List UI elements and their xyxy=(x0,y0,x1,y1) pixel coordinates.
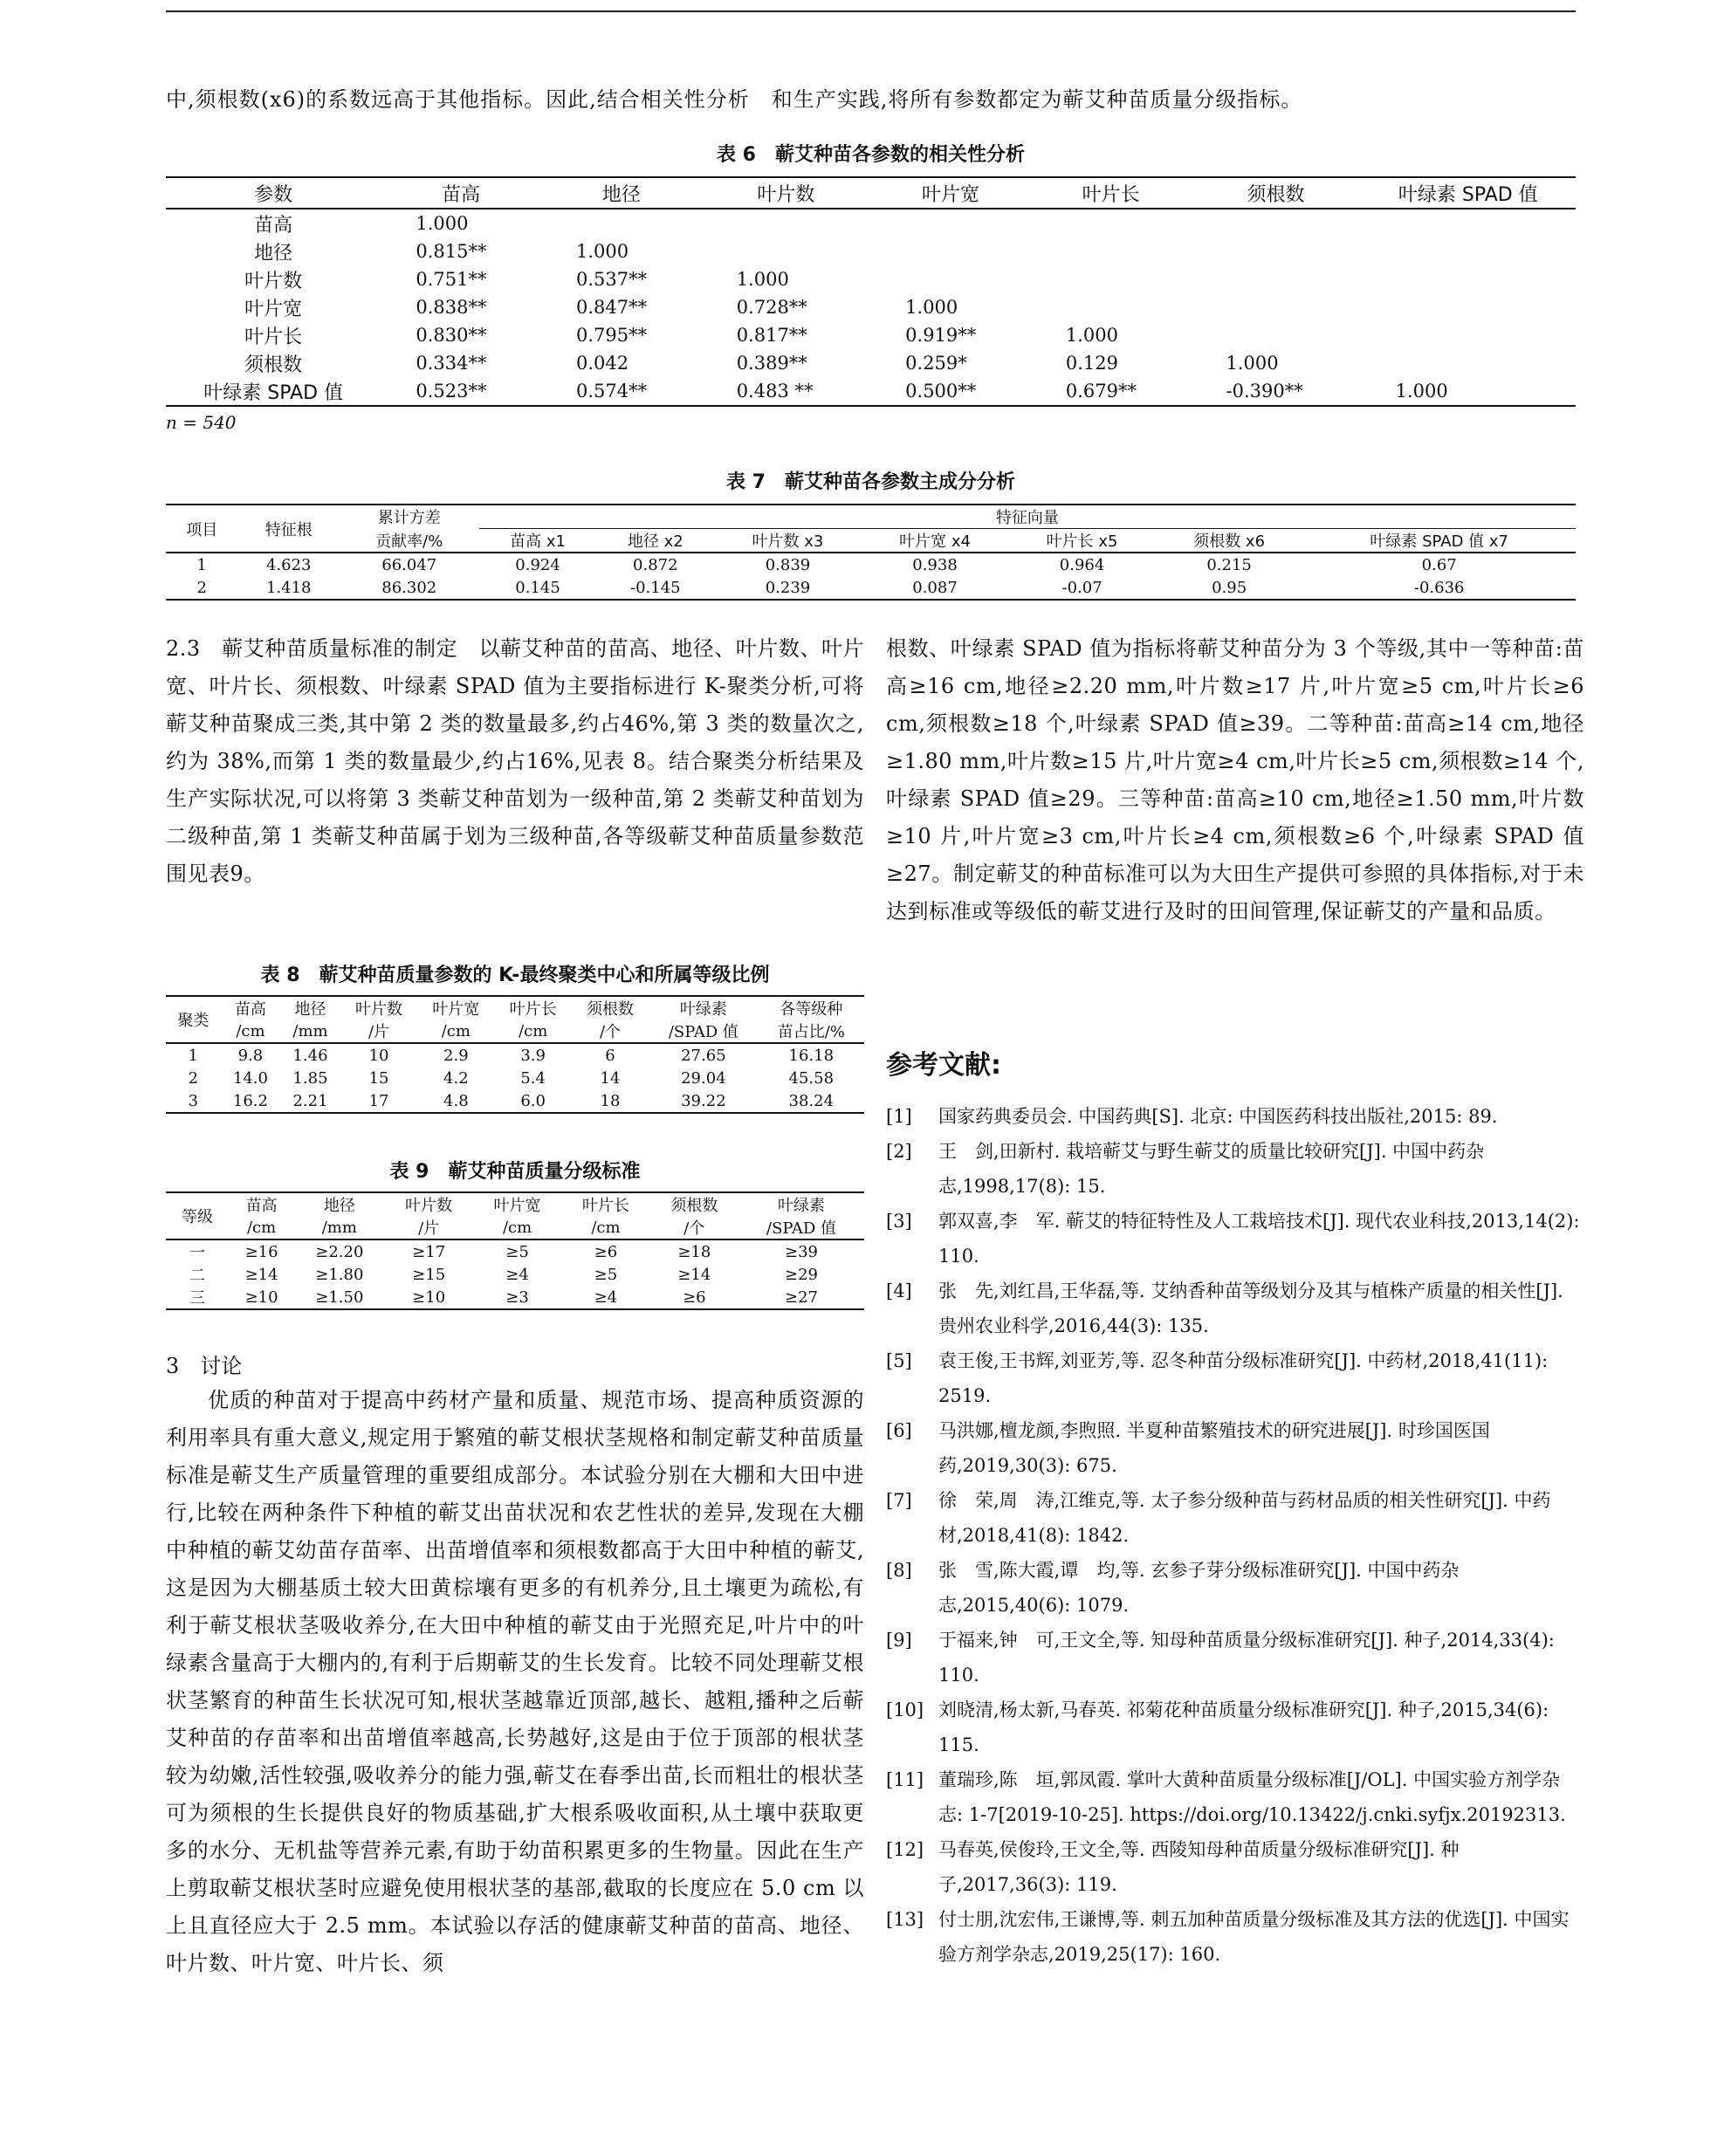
table-row xyxy=(166,349,1576,377)
t6-cell xyxy=(1192,209,1361,237)
t6-cell: 叶片数 xyxy=(244,270,303,292)
t9-cell: ≥39 xyxy=(785,1242,819,1261)
t9-cell: 二 xyxy=(189,1267,205,1285)
t7-cell: 0.95 xyxy=(1212,578,1247,597)
t8-h1-2: 叶片数 xyxy=(355,1000,403,1019)
t6-cell xyxy=(541,209,702,237)
table7 xyxy=(166,504,1576,601)
section-3-title: 3 讨论 xyxy=(166,1354,243,1378)
t6-cell: 0.483 ** xyxy=(736,381,814,402)
table-row xyxy=(166,1089,864,1113)
t8-h1-6: 叶绿素 xyxy=(679,1000,727,1019)
table-row xyxy=(166,237,1576,265)
section-2-3-text: 2.3 蕲艾种苗质量标准的制定 以蕲艾种苗的苗高、地径、叶片数、叶片宽、叶片长、须根数、叶绿素 SPAD 值为主要指标进行 K-聚类分析,可将蕲艾种苗聚成三类,其中第 2 类的数量最多,约占46%,第 3 类的数量次之,约为 38%,而第 1 类的数量最少,约占16%,见表 8。结合聚类分析结果及生产实际状况,可以将第 3 类蕲艾种苗划为一级种苗,第 2 类蕲艾种苗划为二级种苗,第 1 类蕲艾种苗属于划为三级种苗,各等级蕲艾种苗质量参数范围见表9。 xyxy=(166,636,864,886)
t7-cell: 2 xyxy=(196,578,207,597)
t9-h1-4: 叶片长 xyxy=(581,1197,629,1215)
t6-cell xyxy=(1361,293,1576,321)
t7-cell: 0.215 xyxy=(1206,555,1252,574)
reference-number: [7] xyxy=(886,1490,912,1511)
references-title: 参考文献: xyxy=(886,1050,1001,1081)
t6-cell xyxy=(702,209,870,237)
t6-cell: 0.042 xyxy=(576,353,629,374)
t7-cell: 0.924 xyxy=(515,555,560,574)
reference-text: 张 先,刘红昌,王华磊,等. 艾纳香种苗等级划分及其与植株产质量的相关性[J]. 贵州农业科学,2016,44(3): 135. xyxy=(938,1281,1563,1336)
t6-cell: 0.838** xyxy=(416,297,487,318)
t8-cell: 15 xyxy=(368,1068,389,1088)
t6-cell: 1.000 xyxy=(1065,325,1118,346)
t8-h2-3: /cm xyxy=(441,1021,471,1040)
reference-text: 马洪娜,檀龙颜,李煦照. 半夏种苗繁殖技术的研究进展[J]. 时珍国医国药,2019,30(3): 675. xyxy=(938,1420,1490,1476)
t8-h2-1: /mm xyxy=(292,1021,328,1040)
t8-cell: 17 xyxy=(368,1091,389,1110)
t9-h1-0: 苗高 xyxy=(245,1197,278,1215)
t6-cell: 1.000 xyxy=(736,269,789,290)
t7-cell: 0.087 xyxy=(912,578,958,597)
table9-caption: 表 9 蕲艾种苗质量分级标准 xyxy=(389,1161,641,1183)
t6-cell xyxy=(1031,209,1192,237)
t6-cell xyxy=(1361,209,1576,237)
t6-header-5: 叶片长 xyxy=(1082,183,1140,206)
reference-number: [6] xyxy=(886,1420,912,1441)
t9-cell: ≥14 xyxy=(677,1265,711,1284)
reference-text: 董瑞珍,陈 垣,郭凤霞. 掌叶大黄种苗质量分级标准[J/OL]. 中国实验方剂学杂志: 1-7[2019-10-25]. https://doi.org/10.13422/j.cnki.syfjx.20192313. xyxy=(938,1769,1566,1825)
t6-cell: -0.390** xyxy=(1226,381,1303,402)
t7-cell: 0.145 xyxy=(515,578,560,597)
t6-cell: 苗高 xyxy=(254,214,293,237)
t8-cell: 14 xyxy=(600,1068,621,1088)
t7-cell: 1.418 xyxy=(265,578,312,597)
reference-item xyxy=(886,1483,1584,1553)
t6-cell: 0.679** xyxy=(1065,381,1137,402)
t7-h-item: 项目 xyxy=(166,505,238,553)
t8-h1-7: 各等级种 xyxy=(780,1000,843,1019)
table-row xyxy=(166,265,1576,293)
t6-cell: 0.847** xyxy=(576,297,648,318)
t6-header-0: 参数 xyxy=(254,183,293,206)
t6-cell: 须根数 xyxy=(244,354,303,376)
header-rule xyxy=(166,10,1576,12)
t6-header-1: 苗高 xyxy=(442,183,481,206)
reference-item xyxy=(886,1134,1584,1204)
t6-cell: 叶绿素 SPAD 值 xyxy=(203,381,344,404)
t6-cell: 0.817** xyxy=(736,325,807,346)
t6-cell xyxy=(1192,293,1361,321)
t9-cell: ≥10 xyxy=(412,1287,446,1307)
t9-cell: ≥1.80 xyxy=(315,1265,364,1284)
t7-h-cum2: 贡献率/% xyxy=(375,532,443,551)
t6-cell xyxy=(1031,237,1192,265)
t9-cell: ≥15 xyxy=(412,1265,446,1284)
table9 xyxy=(166,1191,864,1310)
t8-h1-4: 叶片长 xyxy=(509,1000,557,1019)
reference-item xyxy=(886,1762,1584,1832)
t9-h2-2: /片 xyxy=(418,1219,440,1238)
section-3-text: 优质的种苗对于提高中药材产量和质量、规范市场、提高种质资源的利用率具有重大意义,规定用于繁殖的蕲艾根状茎规格和制定蕲艾种苗质量标准是蕲艾生产质量管理的重要组成部分。本试验分别在大棚和大田中进行,比较在两种条件下种植的蕲艾出苗状况和农艺性状的差异,发现在大棚中种植的蕲艾幼苗存苗率、出苗增值率和须根数都高于大田中种植的蕲艾,这是因为大棚基质土较大田黄棕壤有更多的有机养分,且土壤更为疏松,有利于蕲艾根状茎吸收养分,在大田中种植的蕲艾由于光照充足,叶片中的叶绿素含量高于大棚内的,有利于后期蕲艾的生长发育。比较不同处理蕲艾根状茎繁育的种苗生长状况可知,根状茎越靠近顶部,越长、越粗,播种之后蕲艾种苗的存苗率和出苗增值率越高,长势越好,这是由于位于顶部的根状茎较为幼嫩,活性较强,吸收养分的能力强,蕲艾在春季出苗,长而粗壮的根状茎可为须根的生长提供良好的物质基础,扩大根系吸收面积,从土壤中获取更多的水分、无机盐等营养元素,有助于幼苗积累更多的生物量。因此在生产上剪取蕲艾根状茎时应避免使用根状茎的基部,截取的长度应在 5.0 cm 以上且直径应大于 2.5 mm。本试验以存活的健康蕲艾种苗的苗高、地径、叶片数、叶片宽、叶片长、须 xyxy=(166,1388,864,1975)
t7-cell: 0.839 xyxy=(765,555,811,574)
table8 xyxy=(166,995,864,1114)
reference-number: [10] xyxy=(886,1699,924,1720)
t6-cell xyxy=(1031,265,1192,293)
t6-cell: 0.259* xyxy=(905,353,967,374)
t9-h2-5: /个 xyxy=(683,1219,705,1238)
t8-cell: 39.22 xyxy=(681,1091,726,1110)
t6-cell xyxy=(1361,321,1576,349)
table-row xyxy=(166,576,1576,600)
t7-sub-5: 须根数 x6 xyxy=(1193,532,1266,551)
t8-cell: 45.58 xyxy=(788,1068,835,1088)
t8-h2-4: /cm xyxy=(519,1021,548,1040)
t8-cell: 29.04 xyxy=(681,1068,726,1088)
t8-cell: 6 xyxy=(605,1046,615,1065)
t9-cell: ≥4 xyxy=(594,1287,618,1307)
reference-number: [1] xyxy=(886,1106,912,1127)
references-list xyxy=(886,1099,1584,1972)
reference-text: 徐 荣,周 涛,江维克,等. 太子参分级种苗与药材品质的相关性研究[J]. 中药材,2018,41(8): 1842. xyxy=(938,1490,1551,1546)
t9-cell: ≥16 xyxy=(244,1242,278,1261)
reference-text: 国家药典委员会. 中国药典[S]. 北京: 中国医药科技出版社,2015: 89. xyxy=(938,1106,1498,1127)
t8-cell: 2 xyxy=(188,1068,199,1088)
t9-h1-3: 叶片宽 xyxy=(493,1197,541,1215)
t8-h2-7: 苗占比/% xyxy=(777,1023,845,1041)
t8-cell: 1.85 xyxy=(292,1068,328,1088)
table-row xyxy=(166,1239,864,1263)
reference-text: 郭双喜,李 军. 蕲艾的特征特性及人工栽培技术[J]. 现代农业科技,2013,14(2): 110. xyxy=(938,1211,1580,1267)
t7-cell: 0.872 xyxy=(633,555,678,574)
t9-cell: ≥5 xyxy=(594,1265,618,1284)
t9-cell: ≥1.50 xyxy=(315,1287,364,1307)
t6-header-3: 叶片数 xyxy=(757,183,815,206)
t7-h-cum1: 累计方差 xyxy=(377,509,441,528)
t6-header-4: 叶片宽 xyxy=(921,183,979,206)
t7-cell: 0.964 xyxy=(1059,555,1105,574)
reference-text: 刘晓清,杨太新,马春英. 祁菊花种苗质量分级标准研究[J]. 种子,2015,34(6): 115. xyxy=(938,1699,1549,1755)
reference-text: 王 剑,田新村. 栽培蕲艾与野生蕲艾的质量比较研究[J]. 中国中药杂志,1998,17(8): 15. xyxy=(938,1141,1485,1197)
t9-cell: ≥29 xyxy=(785,1265,819,1284)
table-row xyxy=(166,1067,864,1089)
t6-cell: 0.574** xyxy=(576,381,648,402)
t8-h1-3: 叶片宽 xyxy=(432,1000,480,1019)
t8-h2-0: /cm xyxy=(236,1021,265,1040)
t6-cell: 0.334** xyxy=(416,353,487,374)
t7-sub-0: 苗高 x1 xyxy=(510,532,566,551)
t7-cell: 0.239 xyxy=(765,578,811,597)
t9-h1-2: 叶片数 xyxy=(405,1197,453,1215)
t7-sub-4: 叶片长 x5 xyxy=(1046,532,1118,551)
t9-cell: ≥18 xyxy=(677,1242,711,1261)
reference-text: 付士朋,沈宏伟,王谦博,等. 刺五加种苗质量分级标准及其方法的优选[J]. 中国实验方剂学杂志,2019,25(17): 160. xyxy=(938,1909,1570,1965)
reference-number: [4] xyxy=(886,1281,912,1301)
reference-item xyxy=(886,1343,1584,1413)
t9-cell: ≥3 xyxy=(505,1287,529,1307)
reference-text: 张 雪,陈大霞,谭 均,等. 玄参子芽分级标准研究[J]. 中国中药杂志,2015,40(6): 1079. xyxy=(938,1560,1460,1616)
t6-header-6: 须根数 xyxy=(1247,183,1305,206)
t8-h1-0: 苗高 xyxy=(234,1000,266,1019)
reference-item xyxy=(886,1693,1584,1762)
table-row xyxy=(166,293,1576,321)
t8-cell: 38.24 xyxy=(788,1091,835,1110)
t9-cell: ≥6 xyxy=(683,1287,706,1307)
reference-item xyxy=(886,1099,1584,1134)
t7-cell: 0.67 xyxy=(1421,555,1457,574)
t8-cell: 3.9 xyxy=(520,1046,546,1065)
t9-h1-1: 地径 xyxy=(323,1197,355,1215)
t9-cell: ≥27 xyxy=(785,1287,819,1307)
t8-cell: 4.8 xyxy=(443,1091,469,1110)
t7-cell: 4.623 xyxy=(265,555,312,574)
t7-h-eig: 特征根 xyxy=(238,505,340,553)
t6-cell: 0.129 xyxy=(1065,353,1118,374)
reference-number: [8] xyxy=(886,1560,912,1581)
reference-item xyxy=(886,1623,1584,1693)
t9-h2-0: /cm xyxy=(246,1218,277,1237)
right-column-text: 根数、叶绿素 SPAD 值为指标将蕲艾种苗分为 3 个等级,其中一等种苗:苗高≥16 cm,地径≥2.20 mm,叶片数≥17 片,叶片宽≥5 cm,叶片长≥6 cm,须根数≥18 个,叶绿素 SPAD 值≥39。二等种苗:苗高≥14 cm,地径≥1.80 mm,叶片数≥15 片,叶片宽≥4 cm,叶片长≥5 cm,须根数≥14 个,叶绿素 SPAD 值≥29。三等种苗:苗高≥10 cm,地径≥1.50 mm,叶片数≥10 片,叶片宽≥3 cm,叶片长≥4 cm,须根数≥6 个,叶绿素 SPAD 值≥27。制定蕲艾的种苗标准可以为大田生产提供可参照的具体指标,对于未达到标准或等级低的蕲艾进行及时的田间管理,保证蕲艾的产量和品质。 xyxy=(886,636,1584,924)
t6-cell: 0.795** xyxy=(576,325,648,346)
t9-h-first: 等级 xyxy=(166,1192,229,1239)
reference-text: 马春英,侯俊玲,王文全,等. 西陵知母种苗质量分级标准研究[J]. 种子,2017,36(3): 119. xyxy=(938,1839,1460,1895)
t7-sub-3: 叶片宽 x4 xyxy=(899,532,971,551)
t9-cell: ≥2.20 xyxy=(315,1242,364,1261)
t6-cell: 0.523** xyxy=(416,381,487,402)
t9-cell: 一 xyxy=(189,1244,205,1262)
table6-note: n = 540 xyxy=(166,412,237,433)
table6-caption: 表 6 蕲艾种苗各参数的相关性分析 xyxy=(717,144,1025,166)
t8-cell: 4.2 xyxy=(443,1068,469,1088)
t6-cell: 1.000 xyxy=(416,213,469,234)
reference-text: 袁王俊,王书辉,刘亚芳,等. 忍冬种苗分级标准研究[J]. 中药材,2018,41(11): 2519. xyxy=(938,1350,1549,1406)
t6-cell xyxy=(1361,237,1576,265)
t8-cell: 16.18 xyxy=(788,1046,835,1065)
table8-caption: 表 8 蕲艾种苗质量参数的 K-最终聚类中心和所属等级比例 xyxy=(260,965,770,986)
t9-h2-3: /cm xyxy=(502,1218,532,1237)
t8-cell: 1.46 xyxy=(292,1046,328,1065)
table7-caption: 表 7 蕲艾种苗各参数主成分分析 xyxy=(726,471,1015,493)
t6-cell: 1.000 xyxy=(905,297,958,318)
t6-cell xyxy=(1361,349,1576,377)
t8-cell: 2.9 xyxy=(443,1046,469,1065)
t8-cell: 10 xyxy=(368,1046,389,1065)
table-row xyxy=(166,1263,864,1286)
t8-cell: 9.8 xyxy=(237,1046,264,1065)
t8-h2-6: /SPAD 值 xyxy=(668,1023,738,1041)
t6-cell: 0.830** xyxy=(416,325,487,346)
t8-cell: 6.0 xyxy=(520,1091,546,1110)
t9-cell: ≥6 xyxy=(594,1242,618,1261)
table-row xyxy=(166,321,1576,349)
t6-cell xyxy=(870,265,1031,293)
t6-cell xyxy=(1192,237,1361,265)
t6-cell xyxy=(870,237,1031,265)
t7-cell: -0.07 xyxy=(1061,578,1102,597)
t9-cell: 三 xyxy=(189,1289,205,1308)
t6-cell: 0.919** xyxy=(905,325,977,346)
t8-h2-2: /片 xyxy=(367,1023,390,1041)
t6-cell xyxy=(1192,265,1361,293)
t8-cell: 5.4 xyxy=(520,1068,546,1088)
table-row xyxy=(166,377,1576,406)
t8-cell: 18 xyxy=(600,1091,621,1110)
t9-cell: ≥14 xyxy=(244,1265,278,1284)
reference-number: [5] xyxy=(886,1350,912,1371)
intro-text: 中,须根数(x6)的系数远高于其他指标。因此,结合相关性分析 和生产实践,将所有参数都定为蕲艾种苗质量分级指标。 xyxy=(166,87,1303,112)
t6-cell: 0.537** xyxy=(576,269,648,290)
table-row xyxy=(166,1286,864,1309)
reference-item xyxy=(886,1553,1584,1623)
reference-item xyxy=(886,1274,1584,1343)
t8-h2-5: /个 xyxy=(599,1023,622,1041)
t6-cell xyxy=(1361,265,1576,293)
t6-cell xyxy=(870,209,1031,237)
t6-cell: 1.000 xyxy=(1395,381,1448,402)
table6 xyxy=(166,176,1576,407)
t6-header-7: 叶绿素 SPAD 值 xyxy=(1398,183,1538,206)
reference-text: 于福来,钟 可,王文全,等. 知母种苗质量分级标准研究[J]. 种子,2014,33(4): 110. xyxy=(938,1630,1555,1686)
reference-number: [13] xyxy=(886,1909,924,1930)
t6-cell: 0.815** xyxy=(416,241,487,262)
t6-cell: 0.389** xyxy=(736,353,807,374)
table-row xyxy=(166,209,1576,237)
t9-h1-5: 须根数 xyxy=(670,1197,718,1215)
t8-cell: 27.65 xyxy=(681,1046,726,1065)
t9-h2-6: /SPAD 值 xyxy=(766,1219,837,1238)
t9-cell: ≥4 xyxy=(505,1265,529,1284)
t9-h2-1: /mm xyxy=(321,1218,357,1237)
table-row xyxy=(166,1043,864,1067)
reference-number: [11] xyxy=(886,1769,924,1790)
reference-item xyxy=(886,1413,1584,1483)
reference-item xyxy=(886,1204,1584,1274)
t8-cell: 16.2 xyxy=(232,1091,268,1110)
t6-cell: 0.751** xyxy=(416,269,487,290)
reference-number: [12] xyxy=(886,1839,924,1860)
t6-cell: 地径 xyxy=(254,242,293,264)
t6-cell: 叶片宽 xyxy=(244,298,303,320)
t7-cell: 1 xyxy=(196,555,207,574)
t7-sub-6: 叶绿素 SPAD 值 x7 xyxy=(1370,532,1508,551)
table-row xyxy=(166,553,1576,576)
t7-cell: 0.938 xyxy=(912,555,958,574)
t8-h-first: 聚类 xyxy=(166,996,221,1043)
reference-item xyxy=(886,1832,1584,1902)
reference-number: [2] xyxy=(886,1141,912,1162)
t7-sub-1: 地径 x2 xyxy=(627,532,683,551)
t6-cell: 0.728** xyxy=(736,297,807,318)
t8-cell: 3 xyxy=(188,1091,199,1110)
t9-cell: ≥17 xyxy=(412,1242,446,1261)
t6-cell: 0.500** xyxy=(905,381,977,402)
t6-cell xyxy=(1192,321,1361,349)
t8-h1-1: 地径 xyxy=(294,1000,326,1019)
t8-h1-5: 须根数 xyxy=(587,1000,634,1019)
t7-cell: -0.636 xyxy=(1413,578,1465,597)
t8-cell: 14.0 xyxy=(232,1068,268,1088)
reference-number: [9] xyxy=(886,1630,912,1651)
t7-sub-2: 叶片数 x3 xyxy=(752,532,824,551)
t6-cell: 1.000 xyxy=(1226,353,1279,374)
t6-cell: 叶片长 xyxy=(244,326,303,348)
t6-cell xyxy=(702,237,870,265)
t8-cell: 2.21 xyxy=(292,1091,328,1110)
reference-item xyxy=(886,1902,1584,1972)
t6-cell xyxy=(1031,293,1192,321)
t9-cell: ≥10 xyxy=(244,1287,278,1307)
reference-number: [3] xyxy=(886,1211,912,1232)
t6-header-2: 地径 xyxy=(601,183,641,206)
t6-cell: 1.000 xyxy=(576,241,629,262)
t9-h1-6: 叶绿素 xyxy=(778,1197,826,1215)
t7-h-vec: 特征向量 xyxy=(479,505,1576,529)
t8-cell: 1 xyxy=(188,1046,199,1065)
t7-cell: 66.047 xyxy=(381,555,437,574)
t9-cell: ≥5 xyxy=(505,1242,529,1261)
t7-cell: -0.145 xyxy=(630,578,681,597)
t7-cell: 86.302 xyxy=(381,578,437,597)
t9-h2-4: /cm xyxy=(591,1218,621,1237)
